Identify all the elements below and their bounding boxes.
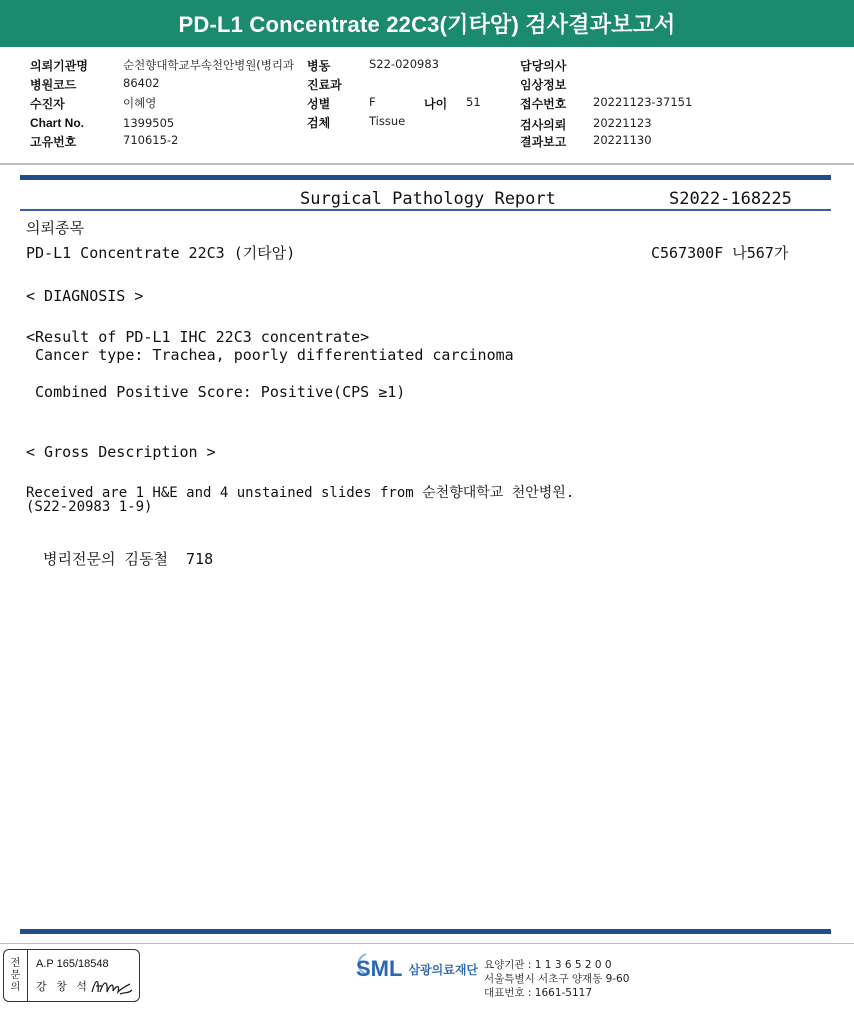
chart-no-value: 1399505 [123,116,175,130]
ward-value: S22-020983 [369,57,439,71]
patient-value: 이혜영 [123,96,157,110]
report-title-bar [0,0,854,47]
header-separator [0,163,854,165]
id-label: 고유번호 [30,135,77,149]
institution-code: 요양기관 : 1 1 3 6 5 2 0 0 [484,959,612,971]
diagnosis-header: < DIAGNOSIS > [26,287,144,305]
request-item-label: 의뢰종목 [26,219,84,237]
stamp-side-label [4,950,28,1001]
logo-mark: SML [356,956,403,981]
report-top-rule [20,175,831,180]
report-title: PD-L1 Concentrate 22C3(기타암) 검사결과보고서 [178,12,676,37]
result-date-label: 결과보고 [520,135,567,149]
specialist-stamp [3,949,140,1002]
hospital-label: 의뢰기관명 [30,59,88,73]
stamp-name: 강 창 석 [36,980,90,993]
stamp-license: A.P 165/18548 [36,958,109,970]
report-number: S2022-168225 [669,189,792,209]
gross-header: < Gross Description > [26,443,216,461]
pathologist-signature: 병리전문의 김동철 718 [43,550,214,568]
stamp-char: 전 [10,957,21,969]
specimen-label: 검체 [307,116,331,130]
sml-logo [356,956,478,982]
report-bottom-rule [20,929,831,934]
chart-no-label: Chart No. [30,116,84,130]
result-date-value: 20221130 [593,133,652,147]
stamp-char: 문 [10,969,21,981]
sex-value: F [369,95,376,109]
sex-label: 성별 [307,97,331,111]
request-code: C567300F 나567가 [651,244,789,262]
doctor-label: 담당의사 [520,59,567,73]
reception-label: 접수번호 [520,97,567,111]
code-label: 병원코드 [30,78,77,92]
request-item: PD-L1 Concentrate 22C3 (기타암) [26,244,296,262]
request-value: 20221123 [593,116,652,130]
clinical-label: 임상정보 [520,78,567,92]
handwritten-signature [90,974,134,998]
cancer-type: Cancer type: Trachea, poorly differentiated carcinoma [26,346,514,364]
report-name: Surgical Pathology Report [300,189,556,209]
age-value: 51 [466,95,481,109]
hospital-row [30,57,88,74]
address: 서울특별시 서초구 양재동 9-60 [484,973,630,985]
cps-score: Combined Positive Score: Positive(CPS ≥1) [26,383,406,401]
reception-value: 20221123-37151 [593,95,693,109]
id-value: 710615-2 [123,133,179,147]
result-header: <Result of PD-L1 IHC 22C3 concentrate> [26,328,370,346]
phone: 대표번호 : 1661-5117 [484,987,593,999]
dept-label: 진료과 [307,78,342,92]
report-title-rule [20,209,831,211]
patient-label: 수진자 [30,97,65,111]
gross-line-2: (S22-20983 1-9) [26,499,153,515]
hospital-value: 순천향대학교부속천안병원(병리과 [123,58,295,72]
logo-name: 삼광의료재단 [408,962,479,977]
specimen-value: Tissue [369,114,406,128]
code-value: 86402 [123,76,160,90]
age-label: 나이 [424,97,448,111]
request-label: 검사의뢰 [520,118,567,132]
ward-label: 병동 [307,59,331,73]
stamp-char: 의 [10,981,21,993]
gross-line-1: Received are 1 H&E and 4 unstained slides from 순천향대학교 천안병원. [26,485,575,501]
footer-separator [0,943,854,944]
